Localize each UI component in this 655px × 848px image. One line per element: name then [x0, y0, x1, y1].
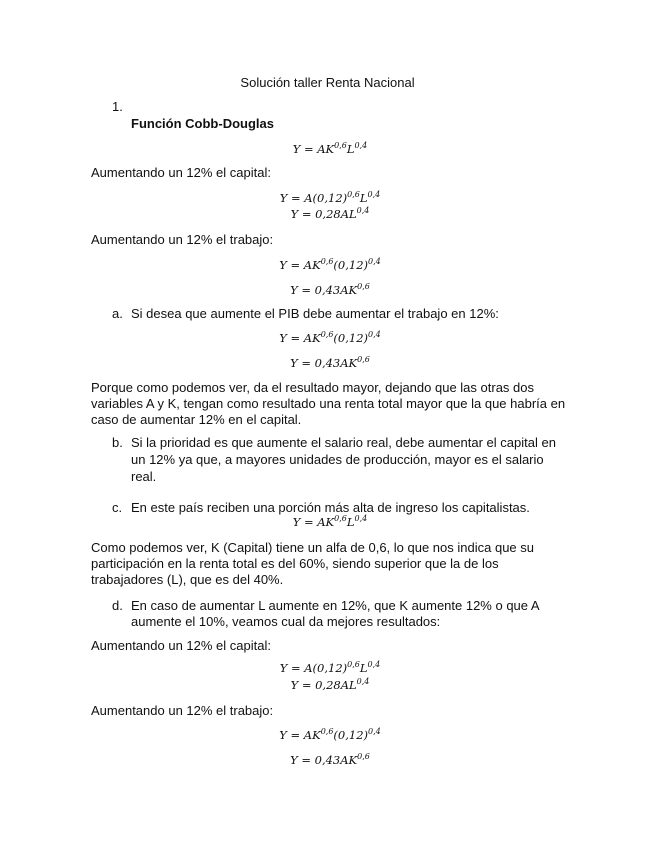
label-capital: Aumentando un 12% el capital:: [91, 638, 271, 653]
equation-term: Y = 0,43AK: [290, 356, 358, 370]
equation-exponent: 0,4: [368, 330, 381, 339]
paragraph-line: Porque como podemos ver, da el resultado mayor, dejando que las otras dos: [91, 380, 534, 395]
equation-exponent: 0,4: [356, 206, 370, 215]
equation-term: Y = AK: [279, 331, 321, 345]
paragraph-line: variables A y K, tengan como resultado una renta total mayor que la que habría en: [91, 396, 566, 411]
equation-a-1: [0, 330, 655, 346]
equation-exponent: 0,6: [357, 355, 370, 364]
equation-exponent: 0,4: [368, 727, 381, 736]
equation-term: L: [346, 515, 355, 529]
equation-exponent: 0,6: [320, 727, 334, 736]
equation-term: Y = 0,43AK: [290, 283, 358, 297]
label-capital: Aumentando un 12% el capital:: [91, 165, 271, 180]
item-b-marker: b.: [112, 435, 123, 450]
equation-term: Y = AK: [292, 142, 335, 156]
equation-a-2: [0, 355, 655, 371]
document-title: Solución taller Renta Nacional: [240, 75, 415, 90]
equation-exponent: 0,4: [367, 660, 381, 669]
equation-term: L: [359, 661, 368, 675]
equation-term: (0,12): [333, 258, 369, 272]
equation-exponent: 0,6: [357, 752, 370, 761]
equation-capital-2: [0, 206, 655, 222]
item-d-marker: d.: [112, 598, 123, 613]
equation-base: [0, 141, 655, 157]
equation-term: (0,12): [333, 331, 369, 345]
equation-term: Y = 0,43AK: [290, 753, 358, 767]
equation-trabajo-1: [0, 727, 655, 743]
equation-capital-1: [0, 660, 655, 676]
paragraph-line: trabajadores (L), que es del 40%.: [91, 572, 284, 587]
item-c-text: En este país reciben una porción más alta de ingreso los capitalistas.: [131, 500, 530, 515]
equation-exponent: 0,4: [354, 141, 368, 150]
paragraph-line: Como podemos ver, K (Capital) tiene un alfa de 0,6, lo que nos indica que su: [91, 540, 534, 555]
equation-exponent: 0,6: [347, 660, 360, 669]
equation-term: Y = A(0,12): [279, 661, 348, 675]
equation-c: [0, 514, 655, 530]
equation-exponent: 0,6: [357, 282, 370, 291]
equation-term: Y = AK: [279, 258, 321, 272]
equation-term: Y = AK: [279, 728, 321, 742]
equation-capital-2: [0, 677, 655, 693]
equation-term: Y = 0,28AL: [290, 207, 357, 221]
equation-exponent: 0,4: [354, 514, 368, 523]
equation-term: (0,12): [333, 728, 369, 742]
equation-exponent: 0,6: [334, 141, 347, 150]
label-trabajo: Aumentando un 12% el trabajo:: [91, 232, 274, 247]
item-a-text: Si desea que aumente el PIB debe aumentar el trabajo en 12%:: [131, 306, 499, 321]
equation-exponent: 0,6: [347, 190, 360, 199]
paragraph-line: participación en la renta total es del 60%, siendo superior que la de los: [91, 556, 499, 571]
equation-term: Y = A(0,12): [279, 191, 348, 205]
equation-exponent: 0,4: [367, 190, 381, 199]
equation-exponent: 0,6: [320, 257, 334, 266]
equation-trabajo-1: [0, 257, 655, 273]
equation-trabajo-2: [0, 752, 655, 768]
paragraph-line: caso de aumentar 12% en el capital.: [91, 412, 302, 427]
equation-term: Y = 0,28AL: [290, 678, 357, 692]
equation-term: Y = AK: [292, 515, 335, 529]
item-a-marker: a.: [112, 306, 123, 321]
equation-term: L: [359, 191, 368, 205]
equation-exponent: 0,6: [320, 330, 334, 339]
equation-capital-1: [0, 190, 655, 206]
equation-term: L: [346, 142, 355, 156]
item-b-line: Si la prioridad es que aumente el salario real, debe aumentar el capital en: [131, 435, 556, 450]
item-d-line: En caso de aumentar L aumente en 12%, que K aumente 12% o que A: [131, 598, 540, 613]
item-b-line: un 12% ya que, a mayores unidades de producción, mayor es el salario: [131, 452, 544, 467]
item-d-line: aumente el 10%, veamos cual da mejores resultados:: [131, 614, 441, 629]
item-c-marker: c.: [112, 500, 123, 515]
equation-exponent: 0,4: [368, 257, 381, 266]
equation-exponent: 0,4: [356, 677, 370, 686]
equation-exponent: 0,6: [334, 514, 347, 523]
section-heading: Función Cobb-Douglas: [131, 116, 274, 131]
equation-trabajo-2: [0, 282, 655, 298]
section-number: 1.: [112, 99, 123, 114]
label-trabajo: Aumentando un 12% el trabajo:: [91, 703, 274, 718]
item-b-line: real.: [131, 469, 157, 484]
